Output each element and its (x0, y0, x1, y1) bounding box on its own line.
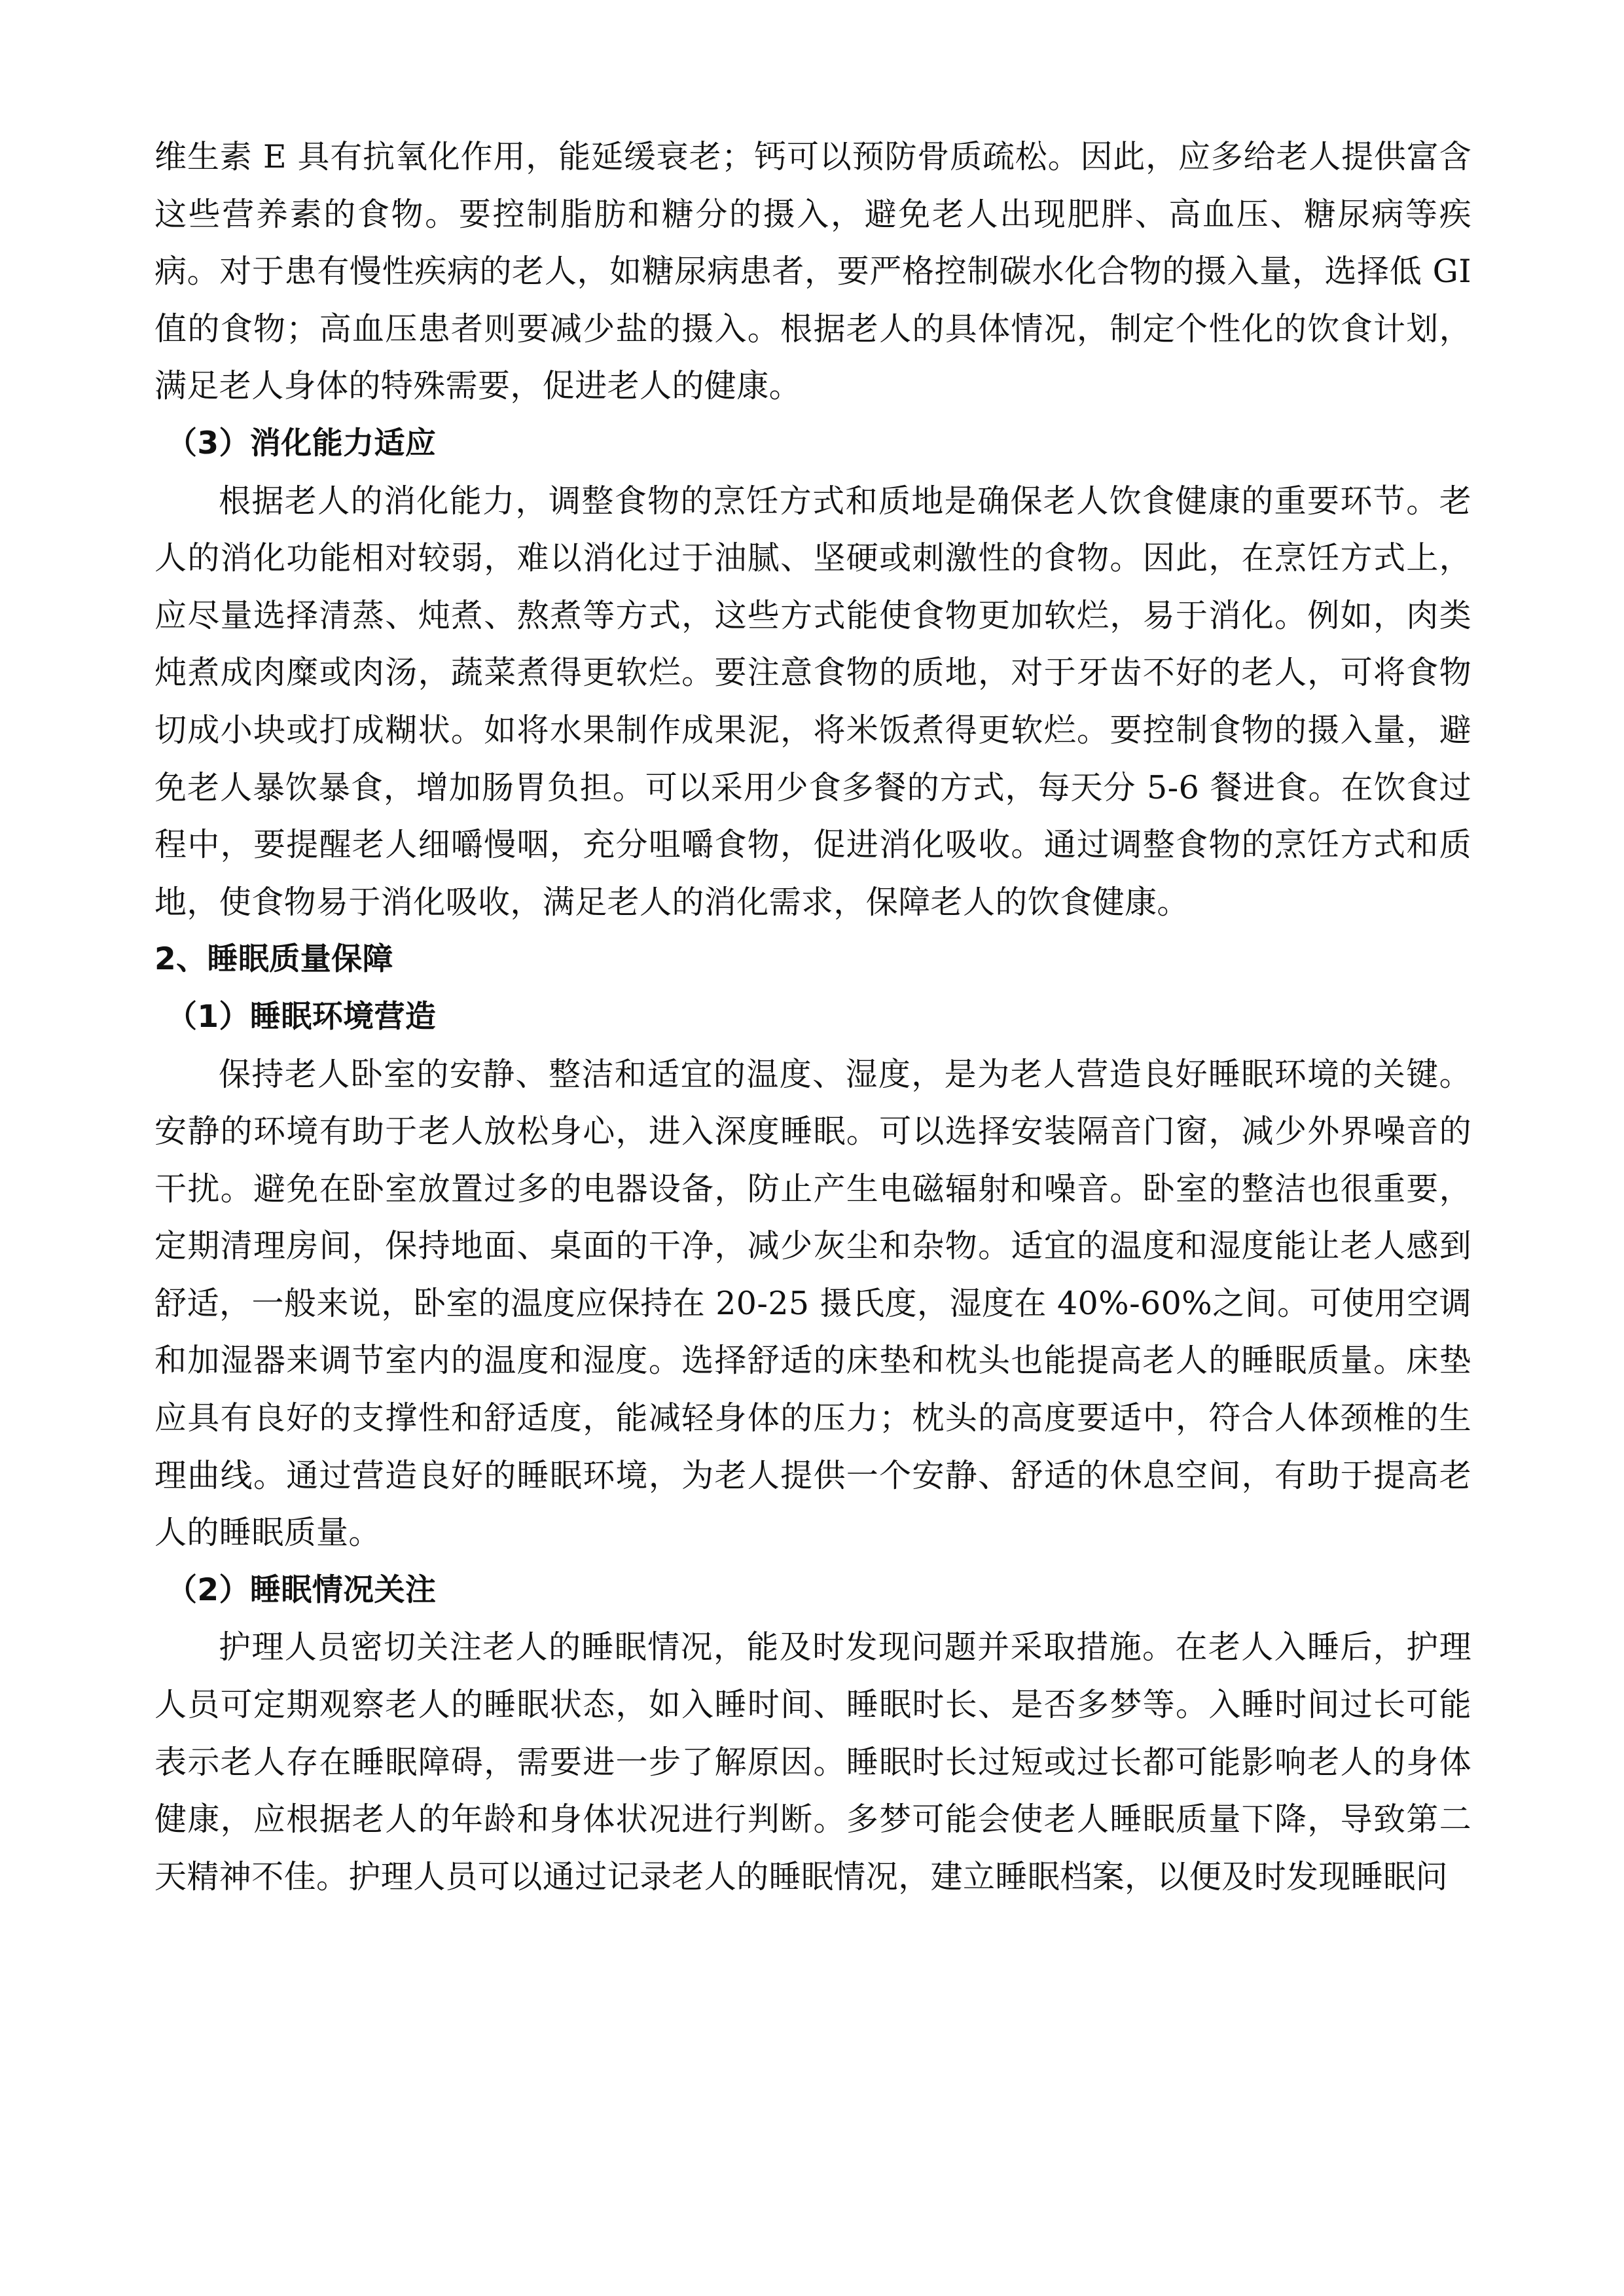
paragraph-sleep-monitoring: 护理人员密切关注老人的睡眠情况，能及时发现问题并采取措施。在老人入睡后，护理人员可定期观察老人的睡眠状态，如入睡时间、睡眠时长、是否多梦等。入睡时间过长可能表示老人存在睡眠障碍，需要进一步了解原因。睡眠时长过短或过长都可能影响老人的身体健康，应根据老人的年龄和身体状况进行判断。多梦可能会使老人睡眠质量下降，导致第二天精神不佳。护理人员可以通过记录老人的睡眠情况，建立睡眠档案，以便及时发现睡眠问 (154, 1628, 1471, 1895)
heading-sleep-quality: 2、睡眠质量保障 (154, 941, 393, 978)
document-page (154, 128, 1471, 1905)
paragraph-digestion: 根据老人的消化能力，调整食物的烹饪方式和质地是确保老人饮食健康的重要环节。老人的消化功能相对较弱，难以消化过于油腻、坚硬或刺激性的食物。因此，在烹饪方式上，应尽量选择清蒸、炖煮、熬煮等方式，这些方式能使食物更加软烂，易于消化。例如，肉类炖煮成肉糜或肉汤，蔬菜煮得更软烂。要注意食物的质地，对于牙齿不好的老人，可将食物切成小块或打成糊状。如将水果制作成果泥，将米饭煮得更软烂。要控制食物的摄入量，避免老人暴饮暴食，增加肠胃负担。可以采用少食多餐的方式，每天分 5-6 餐进食。在饮食过程中，要提醒老人细嚼慢咽，充分咀嚼食物，促进消化吸收。通过调整食物的烹饪方式和质地，使食物易于消化吸收，满足老人的消化需求，保障老人的饮食健康。 (154, 482, 1471, 921)
paragraph-sleep-environment: 保持老人卧室的安静、整洁和适宜的温度、湿度，是为老人营造良好睡眠环境的关键。安静的环境有助于老人放松身心，进入深度睡眠。可以选择安装隔音门窗，减少外界噪音的干扰。避免在卧室放置过多的电器设备，防止产生电磁辐射和噪音。卧室的整洁也很重要，定期清理房间，保持地面、桌面的干净，减少灰尘和杂物。适宜的温度和湿度能让老人感到舒适，一般来说，卧室的温度应保持在 20-25 摄氏度，湿度在 40%-60%之间。可使用空调和加湿器来调节室内的温度和湿度。选择舒适的床垫和枕头也能提高老人的睡眠质量。床垫应具有良好的支撑性和舒适度，能减轻身体的压力；枕头的高度要适中，符合人体颈椎的生理曲线。通过营造良好的睡眠环境，为老人提供一个安静、舒适的休息空间，有助于提高老人的睡眠质量。 (154, 1055, 1471, 1552)
heading-sleep-environment: （1）睡眠环境营造 (166, 998, 437, 1035)
paragraph-nutrition: 维生素 E 具有抗氧化作用，能延缓衰老；钙可以预防骨质疏松。因此，应多给老人提供富含这些营养素的食物。要控制脂肪和糖分的摄入，避免老人出现肥胖、高血压、糖尿病等疾病。对于患有慢性疾病的老人，如糖尿病患者，要严格控制碳水化合物的摄入量，选择低 GI 值的食物；高血压患者则要减少盐的摄入。根据老人的具体情况，制定个性化的饮食计划，满足老人身体的特殊需要，促进老人的健康。 (154, 138, 1471, 405)
heading-digestion-adaptation: （3）消化能力适应 (166, 425, 437, 461)
heading-sleep-monitoring: （2）睡眠情况关注 (166, 1571, 437, 1608)
